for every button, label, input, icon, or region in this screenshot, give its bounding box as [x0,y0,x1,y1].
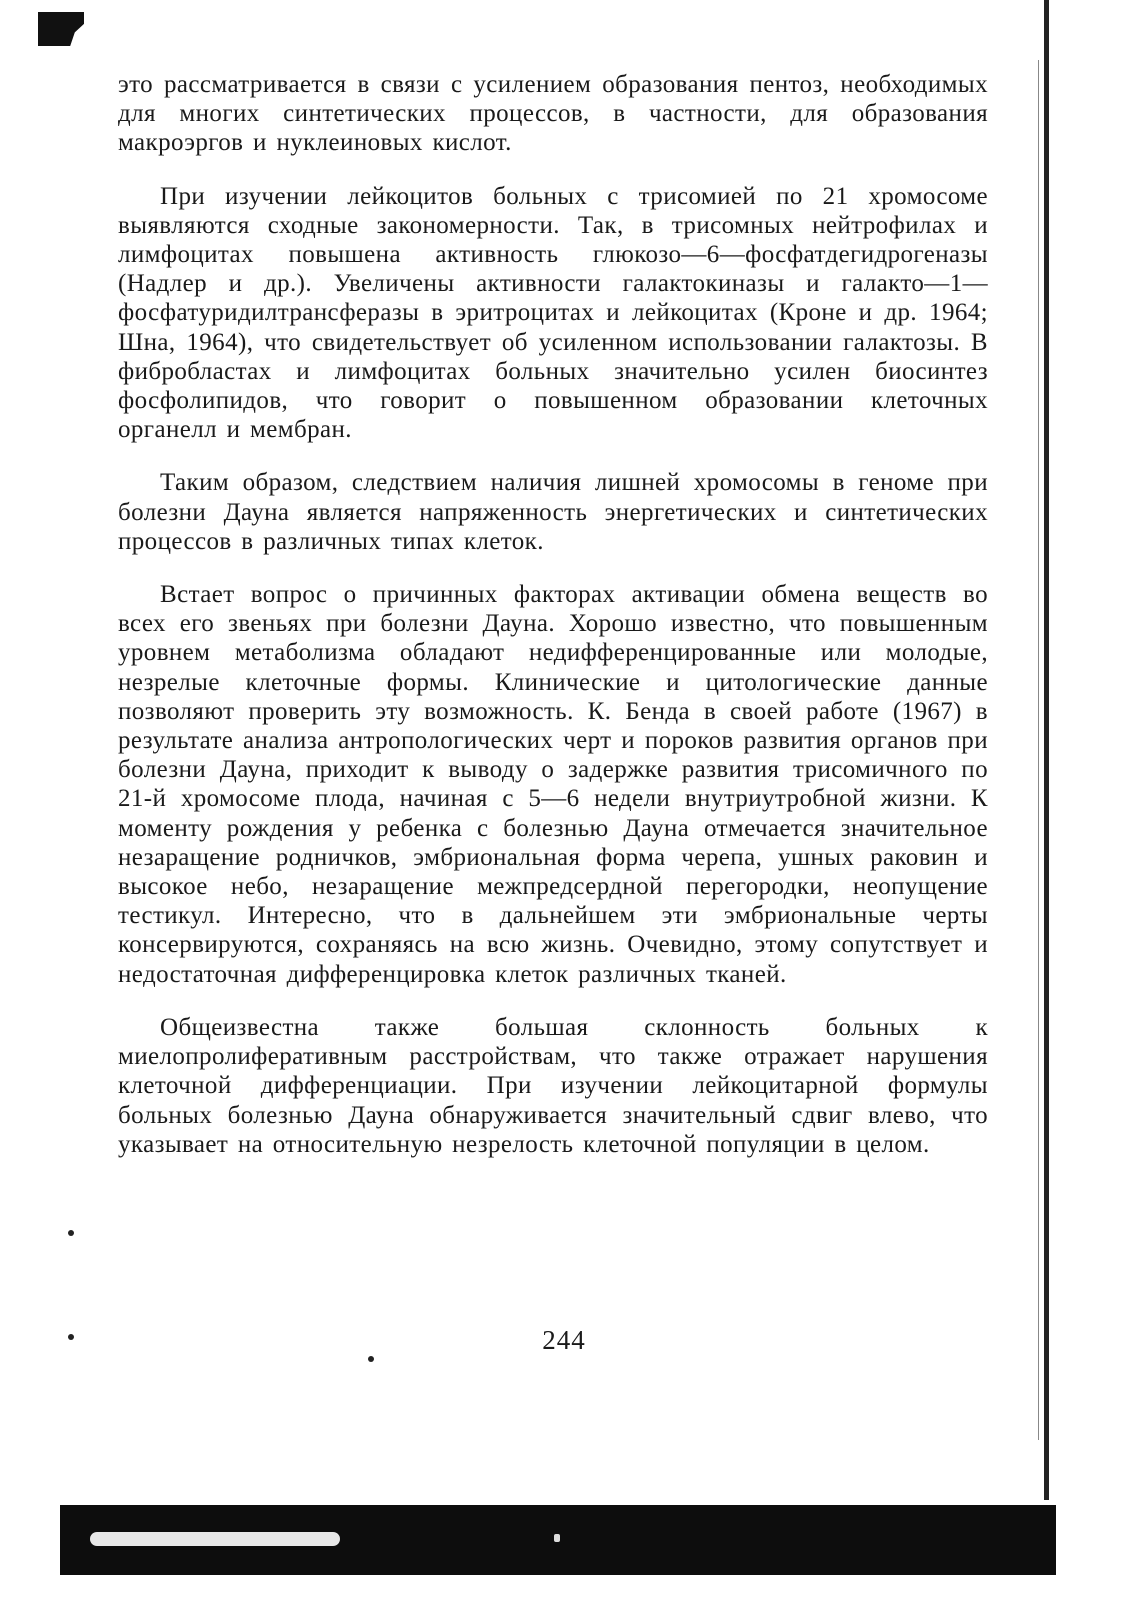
scan-bottom-streak [90,1532,340,1546]
paragraph-conclusion: Таким образом, следствием наличия лишней хромосомы в геноме при болезни Дауна является напряженность энергетических и синтетических процессов в различных типах клеток. [118,469,988,555]
paragraph-leukocytes: При изучении лейкоцитов больных с трисомией по 21 хромосоме выявляются сходные закономерности. Так, в трисомных нейтрофилах и лимфоцитах повышена активность глюкозо—6—фосфатдегидрогеназы (Надлер и др.). Увеличены активности галактокиназы и галакто—1—фосфатуридилтрансферазы в эритроцитах и лейкоцитах (Кроне и др. 1964; Шна, 1964), что свидетельствует об усиленном использовании галактозы. В фибробластах и лимфоцитах больных значительно усилен биосинтез фосфолипидов, что говорит о повышенном образовании клеточных органелл и мембран. [118,182,988,444]
scan-bottom-dot [554,1534,560,1542]
page-text-block [118,70,988,1183]
paragraph-myeloproliferative: Общеизвестна также большая склонность больных к миелопролиферативным расстройствам, что также отражает нарушения клеточной дифференциации. При изучении лейкоцитарной формулы больных болезнью Дауна обнаруживается значительный сдвиг влево, что указывает на относительную незрелость клеточной популяции в целом. [118,1013,988,1158]
paragraph-continuation: это рассматривается в связи с усилением образования пентоз, необходимых для многих синтетических процессов, в частности, для образования макроэргов и нуклеиновых кислот. [118,71,988,157]
paragraph-activation-factors: Встает вопрос о причинных факторах активации обмена веществ во всех его звеньях при болезни Дауна. Хорошо известно, что повышенным уровнем метаболизма обладают недифференцированные или молодые, незрелые клеточные формы. Клинические и цитологические данные позволяют проверить эту возможность. К. Бенда в своей работе (1967) в результате анализа антропологических черт и пороков развития органов при болезни Дауна, приходит к выводу о задержке развития трисомичного по 21-й хромосоме плода, начиная с 5—6 недели внутриутробной жизни. К моменту рождения у ребенка с болезнью Дауна отмечается значительное незаращение родничков, эмбриональная форма черепа, ушных раковин и высокое небо, незаращение межпредсердной перегородки, неопущение тестикул. Интересно, что в дальнейшем эти эмбриональные черты консервируются, сохраняясь на всю жизнь. Очевидно, этому сопутствует и недостаточная дифференцировка клеток различных тканей. [118,581,988,988]
scan-right-edge-shadow [1038,60,1039,1440]
scan-corner-mark [38,12,84,46]
page-number: 244 [542,1325,586,1355]
margin-dot [368,1356,374,1362]
margin-dot [68,1230,74,1236]
scan-right-edge-rule [1044,0,1049,1500]
